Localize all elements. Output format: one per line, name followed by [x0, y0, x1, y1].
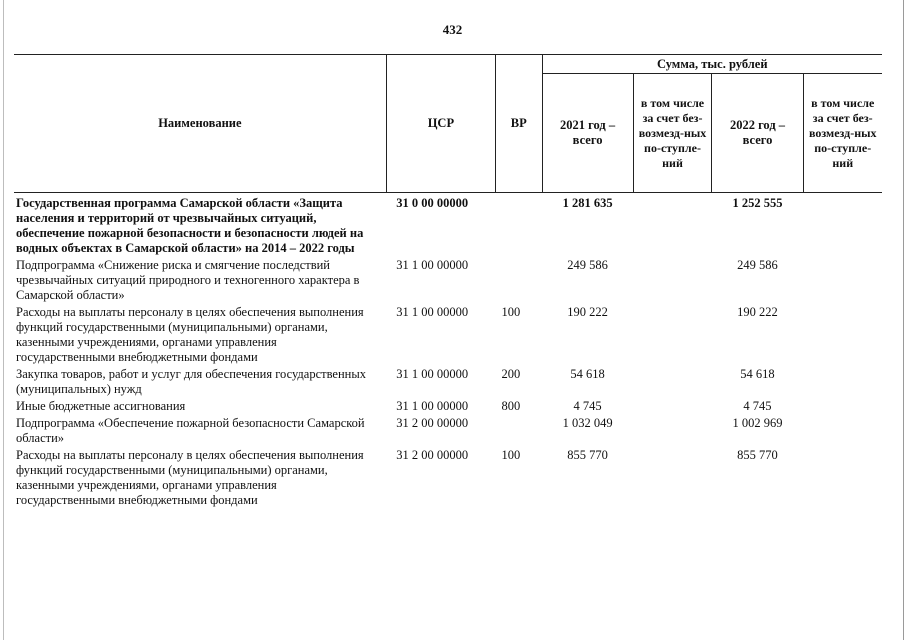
row-name: Расходы на выплаты персоналу в целях обеспечения выполнения функций государственными (муниципальными) органами, казенными учреждениями, органами управления государственными внебюджетными фондами: [16, 448, 364, 507]
row-total-2021: 190 222: [567, 305, 608, 319]
row-vr: [496, 195, 543, 257]
table-row: [14, 366, 882, 398]
row-incl-2022: [803, 257, 882, 304]
row-name: Иные бюджетные ассигнования: [16, 399, 186, 413]
row-total-2022: 855 770: [737, 448, 778, 462]
row-total-2021: 54 618: [570, 367, 605, 381]
table-row: [14, 304, 882, 366]
row-csr: 31 1 00 00000: [396, 399, 469, 413]
table-header: [14, 55, 882, 193]
row-total-2021: 249 586: [567, 258, 608, 272]
header-total-2022: 2022 год – всего: [712, 74, 803, 193]
header-vr: ВР: [496, 55, 543, 193]
row-vr: 100: [501, 305, 521, 319]
row-csr: 31 2 00 00000: [396, 448, 469, 462]
row-name: Расходы на выплаты персоналу в целях обеспечения выполнения функций государственными (муниципальными) органами, казенными учреждениями, органами управления государственными внебюджетными фондами: [16, 305, 364, 364]
row-incl-2021: [633, 415, 712, 447]
row-total-2021: 855 770: [567, 448, 608, 462]
row-name: Государственная программа Самарской области «Защита населения и территорий от чрезвычайных ситуаций, обеспечение пожарной безопасности и безопасности людей на водных объектах в Самарской области» на 2014 – 2022 годы: [16, 196, 364, 255]
row-total-2021: 4 745: [573, 399, 602, 413]
row-incl-2021: [633, 195, 712, 257]
table-row: [14, 447, 882, 509]
row-incl-2022: [803, 195, 882, 257]
row-total-2022: 190 222: [737, 305, 778, 319]
row-vr: [496, 415, 543, 447]
table-row: [14, 257, 882, 304]
row-incl-2022: [803, 447, 882, 509]
row-total-2021: 1 032 049: [562, 416, 613, 430]
page-number: 432: [442, 22, 463, 37]
header-sum-group: Сумма, тыс. рублей: [542, 55, 882, 74]
row-name: Подпрограмма «Обеспечение пожарной безопасности Самарской области»: [16, 416, 365, 445]
row-incl-2022: [803, 398, 882, 415]
row-total-2022: 54 618: [740, 367, 775, 381]
row-incl-2022: [803, 415, 882, 447]
row-vr: 200: [501, 367, 521, 381]
scan-edge-left: [3, 0, 4, 640]
header-incl-2022: в том числе за счет без-возмезд-ных по-ступле-ний: [803, 74, 882, 193]
row-incl-2021: [633, 398, 712, 415]
row-csr: 31 0 00 00000: [396, 196, 469, 210]
table-row: [14, 398, 882, 415]
row-incl-2021: [633, 447, 712, 509]
header-total-2021: 2021 год – всего: [542, 74, 633, 193]
row-incl-2022: [803, 366, 882, 398]
row-total-2022: 1 002 969: [732, 416, 783, 430]
row-csr: 31 1 00 00000: [396, 367, 469, 381]
header-incl-2021: в том числе за счет без-возмезд-ных по-ступле-ний: [633, 74, 712, 193]
row-incl-2021: [633, 366, 712, 398]
row-total-2021: 1 281 635: [562, 196, 613, 210]
budget-table-container: [14, 54, 882, 509]
row-vr: 800: [501, 399, 521, 413]
header-csr: ЦСР: [386, 55, 495, 193]
row-vr: [496, 257, 543, 304]
row-total-2022: 249 586: [737, 258, 778, 272]
row-incl-2022: [803, 304, 882, 366]
table-row: [14, 195, 882, 257]
table-body: [14, 193, 882, 510]
header-name: Наименование: [14, 55, 386, 193]
row-name: Закупка товаров, работ и услуг для обеспечения государственных (муниципальных) нужд: [16, 367, 367, 396]
row-csr: 31 2 00 00000: [396, 416, 469, 430]
row-incl-2021: [633, 257, 712, 304]
row-name: Подпрограмма «Снижение риска и смягчение последствий чрезвычайных ситуаций природного и техногенного характера в Самарской области»: [16, 258, 360, 302]
budget-table: [14, 54, 882, 509]
row-total-2022: 1 252 555: [732, 196, 783, 210]
row-incl-2021: [633, 304, 712, 366]
row-vr: 100: [501, 448, 521, 462]
row-csr: 31 1 00 00000: [396, 258, 469, 272]
row-total-2022: 4 745: [743, 399, 772, 413]
scan-edge-right: [903, 0, 904, 640]
table-row: [14, 415, 882, 447]
row-csr: 31 1 00 00000: [396, 305, 469, 319]
